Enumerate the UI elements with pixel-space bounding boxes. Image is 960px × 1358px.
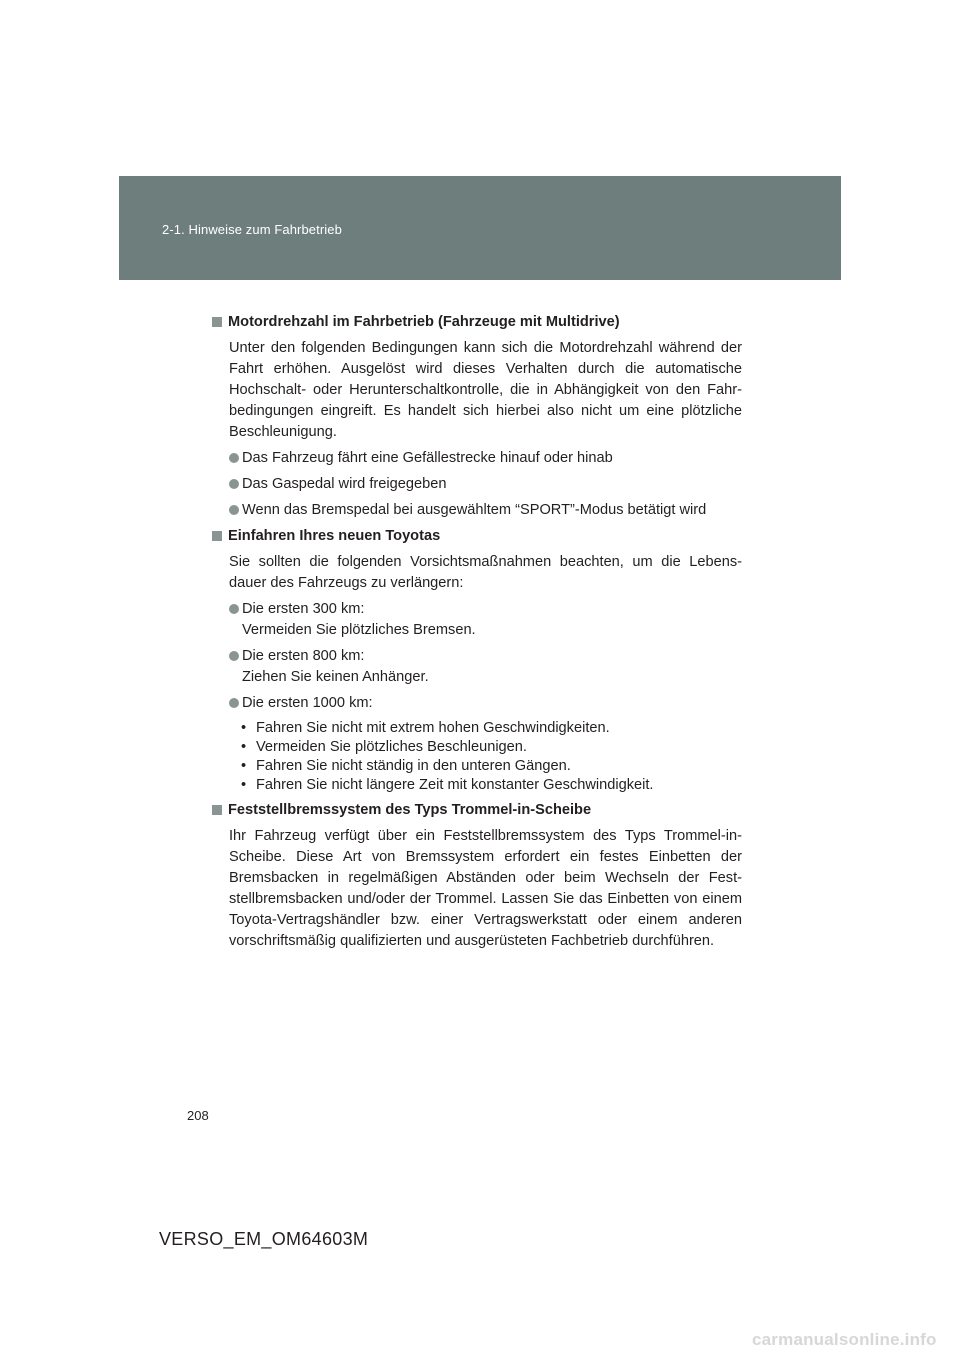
sub-list-item-text: Fahren Sie nicht ständig in den unteren Gängen.	[256, 758, 571, 774]
circle-bullet-icon	[229, 604, 239, 614]
sub-list	[241, 719, 742, 795]
list-item-text: Das Fahrzeug fährt eine Gefällestrecke hinauf oder hinab	[242, 450, 613, 466]
section-heading	[212, 800, 742, 821]
paragraph: Ihr Fahrzeug verfügt über ein Feststellbremssystem des Typs Trommel-in-Scheibe. Diese Art von Bremssystem erfordert ein festes Einbetten der Bremsbacken in regelmäßigen Abständen oder beim Wechseln der Fest-stellbremsbacken und/oder der Trommel. Lassen Sie das Einbetten von einem Toyota-Vertragshändler bzw. einer Vertragswerkstatt oder einem anderen vorschriftsmäßig qualifizierten und ausgerüsteten Fachbetrieb durchführen.	[229, 828, 742, 949]
page-content	[212, 307, 742, 952]
heading-text: Einfahren Ihres neuen Toyotas	[228, 528, 441, 544]
sub-bullet-marker: •	[241, 720, 247, 736]
list-item-detail: Vermeiden Sie plötzliches Bremsen.	[242, 622, 476, 638]
section-header-band	[119, 176, 841, 280]
paragraph: Unter den folgenden Bedingungen kann sich die Motordrehzahl während der Fahrt erhöhen. Ausgelöst wird dieses Verhalten durch die automatische Hochschalt- oder Herunterschaltkontrolle, die in Abhängigkeit von den Fahr-bedingungen eingreift. Es handelt sich hierbei also nicht um eine plötzliche Beschleunigung.	[229, 340, 742, 440]
paragraph: Sie sollten die folgenden Vorsichtsmaßnahmen beachten, um die Lebens-dauer des Fahrzeugs zu verlängern:	[229, 554, 742, 591]
sub-bullet-marker: •	[241, 758, 247, 774]
sub-list-item	[241, 776, 742, 795]
list-item	[229, 474, 742, 495]
sub-list-item-text: Fahren Sie nicht längere Zeit mit konstanter Geschwindigkeit.	[256, 777, 654, 793]
section-title: 2-1. Hinweise zum Fahrbetrieb	[162, 222, 342, 237]
document-code: VERSO_EM_OM64603M	[159, 1229, 369, 1249]
section-heading	[212, 312, 742, 333]
sub-list-item-text: Fahren Sie nicht mit extrem hohen Geschwindigkeiten.	[256, 720, 610, 736]
list-item	[229, 500, 742, 521]
list-item	[229, 646, 742, 688]
list-item-detail: Ziehen Sie keinen Anhänger.	[242, 669, 429, 685]
circle-bullet-icon	[229, 505, 239, 515]
sub-list-item	[241, 719, 742, 738]
circle-bullet-icon	[229, 651, 239, 661]
watermark: carmanualsonline.info	[752, 1330, 937, 1349]
square-bullet-icon	[212, 531, 222, 541]
heading-text: Motordrehzahl im Fahrbetrieb (Fahrzeuge mit Multidrive)	[228, 314, 620, 330]
circle-bullet-icon	[229, 453, 239, 463]
circle-bullet-icon	[229, 698, 239, 708]
circle-bullet-icon	[229, 479, 239, 489]
sub-bullet-marker: •	[241, 777, 247, 793]
sub-list-item-text: Vermeiden Sie plötzliches Beschleunigen.	[256, 739, 527, 755]
list-item-text: Die ersten 1000 km:	[242, 695, 373, 711]
heading-text: Feststellbremssystem des Typs Trommel-in-Scheibe	[228, 802, 592, 818]
list-item-text: Das Gaspedal wird freigegeben	[242, 476, 447, 492]
list-item-text: Die ersten 800 km:	[242, 648, 365, 664]
list-item-text: Die ersten 300 km:	[242, 601, 365, 617]
section-heading	[212, 526, 742, 547]
square-bullet-icon	[212, 805, 222, 815]
list-item-text: Wenn das Bremspedal bei ausgewähltem “SPORT”-Modus betätigt wird	[242, 502, 707, 518]
section-motordrehzahl	[212, 312, 742, 521]
square-bullet-icon	[212, 317, 222, 327]
list-item	[229, 599, 742, 641]
sub-list-item	[241, 757, 742, 776]
sub-bullet-marker: •	[241, 739, 247, 755]
section-einfahren	[212, 526, 742, 795]
list-item	[229, 448, 742, 469]
list-item	[229, 693, 742, 714]
section-feststellbremssystem	[212, 800, 742, 952]
page-number: 208	[187, 1108, 209, 1123]
sub-list-item	[241, 738, 742, 757]
